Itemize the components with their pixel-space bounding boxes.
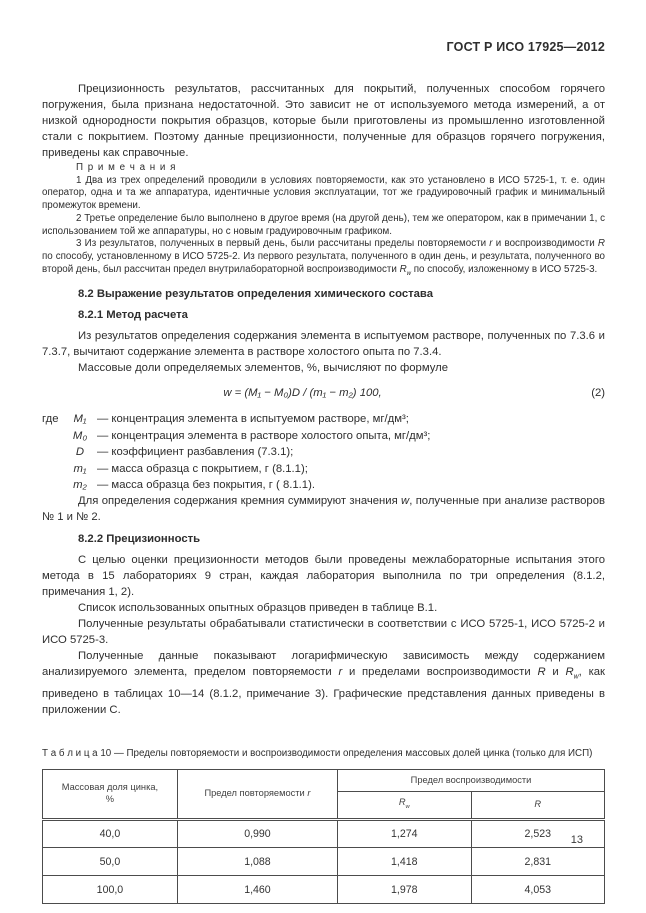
table-row	[43, 820, 605, 848]
table-cell: 0,990	[177, 820, 337, 848]
definition-lead	[42, 444, 66, 460]
definition-mass1	[42, 461, 605, 477]
definition-term: m₂	[73, 478, 87, 491]
header-r: R	[471, 792, 605, 820]
paragraph-method-1: Из результатов определения содержания элемента в испытуемом растворе, полученных по 7.3.6 и 7.3.7, вычитают содержание элемента в растворе холостого опыта по 7.3.4.	[42, 330, 605, 359]
definition-term: M₁	[73, 413, 87, 426]
table-row	[43, 848, 605, 876]
symbol-definitions	[42, 411, 605, 493]
document-header: ГОСТ Р ИСО 17925—2012	[446, 40, 605, 54]
section-heading-8-2: 8.2 Выражение результатов определения химического состава	[78, 288, 434, 301]
table-cell: 40,0	[43, 820, 178, 848]
paragraph-precision-2: Список использованных опытных образцов приведен в таблице В.1.	[78, 602, 438, 615]
table-row	[43, 876, 605, 904]
paragraph-silicon: Для определения содержания кремния суммируют значения w, полученные при анализе растворов № 1 и № 2.	[42, 495, 605, 524]
precision-table	[42, 769, 605, 905]
definition-m0	[42, 428, 605, 444]
header-mass-fraction	[43, 769, 178, 820]
table-cell: 1,274	[338, 820, 471, 848]
paragraph-precision-1: С целью оценки прецизионности методов были проведены межлабораторные испытания этого метода в 15 лабораториях 9 стран, каждая лаборатория выполнила по три определения (8.1.2, примечания 1, 2).	[42, 554, 605, 599]
header-rw: $R_w$	[338, 792, 471, 820]
note-2: 2 Третье определение было выполнено в другое время (на другой день), тем же оператором, как в примечании 1, с использованием той же аппаратуры, но с новым градуировочным графиком.	[42, 212, 605, 237]
header-mass-fraction-line2: %	[105, 793, 115, 804]
formula-row	[42, 387, 605, 399]
definition-text: — масса образца с покрытием, г (8.1.1);	[97, 462, 308, 475]
definition-term: D	[75, 446, 85, 459]
table-cell: 1,978	[338, 876, 471, 904]
definition-lead	[42, 477, 66, 493]
definition-lead	[42, 461, 66, 477]
section-heading-8-2-2: 8.2.2 Прецизионность	[78, 533, 201, 546]
definition-term: M₀	[72, 429, 88, 442]
table-cell: 4,053	[471, 876, 605, 904]
definition-m1	[42, 411, 605, 427]
table-cell: 1,418	[338, 848, 471, 876]
equation-number: (2)	[591, 387, 605, 400]
table-cell: 2,831	[471, 848, 605, 876]
table-cell: 50,0	[43, 848, 178, 876]
definition-d	[42, 444, 605, 460]
header-reproducibility-group: Предел воспроизводимости	[338, 769, 605, 792]
intro-paragraph: Прецизионность результатов, рассчитанных для покрытий, полученных способом горячего погружения, была признана недостаточной. Это зависит не от используемого метода измерений, а от низкой однородности покрытия образцов, которые были приготовлены из промышленно изготовленной стали с покрытием. Поэтому данные прецизионности, полученные для образцов горячего погружения, приведены как справочные.	[42, 83, 605, 159]
header-repeatability: Предел повторяемости r	[177, 769, 337, 820]
section-heading-8-2-1: 8.2.1 Метод расчета	[78, 309, 188, 322]
notes-title: П р и м е ч а н и я	[76, 162, 177, 173]
definition-text: — концентрация элемента в испытуемом растворе, мг/дм³;	[97, 413, 409, 426]
paragraph-method-2: Массовые доли определяемых элементов, %, вычисляют по формуле	[78, 362, 449, 375]
table-cell: 1,460	[177, 876, 337, 904]
formula: w = (M₁ − M₀)D / (m₁ − m₂) 100,	[223, 387, 382, 400]
table-caption: Т а б л и ц а 10 — Пределы повторяемости и воспроизводимости определения массовых долей цинка (только для ИСП)	[42, 747, 593, 759]
table-body	[43, 820, 605, 904]
notes-block	[42, 162, 605, 280]
definition-mass2	[42, 477, 605, 493]
paragraph-precision-4: Полученные данные показывают логарифмическую зависимость между содержанием анализируемого элемента, пределом повторяемости r и пределами воспроизводимости R и $R_w$, как приведено в таблицах 10—14 (8.1.2, примечание 3). Графические представления данных приведены в приложении С.	[42, 650, 605, 716]
definition-term: m₁	[73, 462, 87, 475]
table-cell: 1,088	[177, 848, 337, 876]
paragraph-precision-3: Полученные результаты обрабатывали статистически в соответствии с ИСО 5725-1, ИСО 5725-2 и ИСО 5725-3.	[42, 618, 605, 647]
definition-text: — коэффициент разбавления (7.3.1);	[97, 446, 294, 459]
note-3: 3 Из результатов, полученных в первый день, были рассчитаны пределы повторяемости r и воспроизводимости R по способу, установленному в ИСО 5725-2. Из первого результата, полученного в один день, и результата, полученного во второй день, был рассчитан предел внутрилабораторной воспроизводимости $R_w$ по способу, изложенному в ИСО 5725-3.	[42, 238, 605, 277]
definition-lead	[42, 428, 66, 444]
note-1: 1 Два из трех определений проводили в условиях повторяемости, как это установлено в ИСО 5725-1, т. е. один оператор, одна и та же аппаратура, идентичные условия эксплуатации, тот же градуировочный график и минимальный промежуток времени.	[42, 174, 605, 212]
table-cell: 100,0	[43, 876, 178, 904]
page-number: 13	[570, 834, 583, 846]
definition-text: — концентрация элемента в растворе холостого опыта, мг/дм³;	[97, 429, 431, 442]
header-mass-fraction-line1: Массовая доля цинка,	[61, 782, 159, 793]
definition-text: — масса образца без покрытия, г ( 8.1.1).	[97, 478, 315, 491]
definition-lead: где	[42, 413, 59, 426]
table-cell: 2,523	[471, 820, 605, 848]
table-header	[43, 769, 605, 820]
